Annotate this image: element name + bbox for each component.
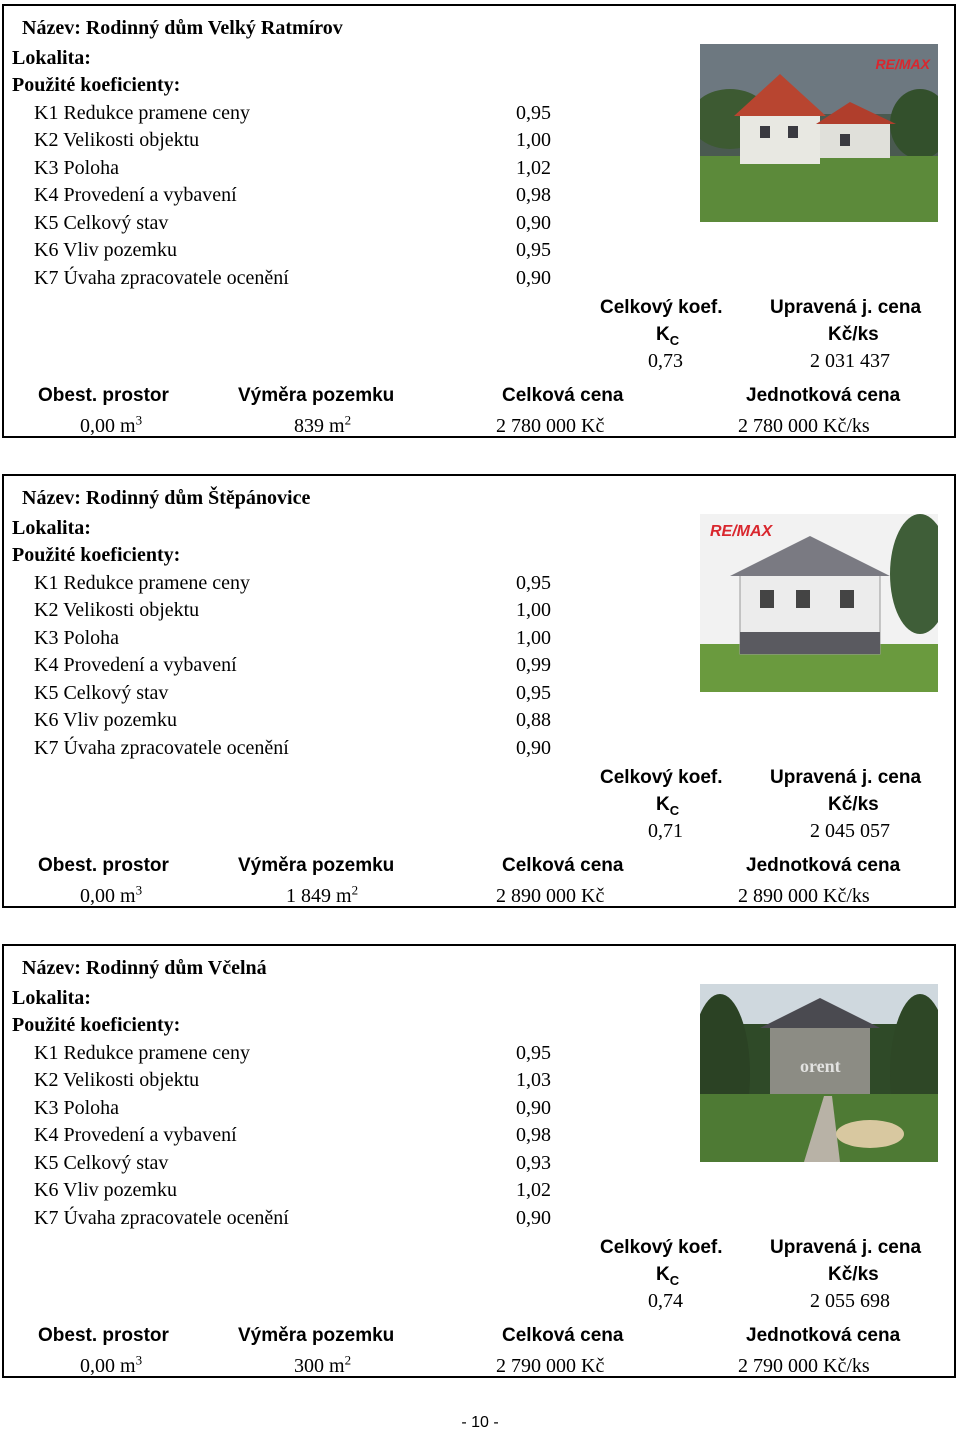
property-title: Název: Rodinný dům Včelná [22,957,267,979]
property-photo [700,984,938,1162]
kc-label: $K_C$ [656,1264,680,1288]
coef-value: 0,93 [516,1152,551,1174]
coef-value: 1,02 [516,157,551,179]
coef-value: 1,00 [516,627,551,649]
obest-value: 0,00 $m^3$ [80,1352,143,1377]
property-card-1 [2,4,956,438]
obest-prostor-label: Obest. prostor [38,855,169,876]
vymera-value: 839 $m^2$ [294,412,352,437]
coef-name: K5 Celkový stav [34,212,169,234]
coef-name: K6 Vliv pozemku [34,239,177,261]
coef-value: 0,88 [516,709,551,731]
coef-value: 0,95 [516,1042,551,1064]
coef-name: K2 Velikosti objektu [34,599,200,621]
coef-value: 0,98 [516,1124,551,1146]
upravena-cena-label: Upravená j. cena [770,297,922,318]
coef-name: K2 Velikosti objektu [34,129,200,151]
coef-name: K1 Redukce pramene ceny [34,572,251,594]
upravena-cena-label: Upravená j. cena [770,1237,922,1258]
vymera-value: 1 849 $m^2$ [286,882,359,907]
kc-value: 0,71 [648,820,683,842]
property-photo [700,44,938,222]
coef-name: K5 Celkový stav [34,682,169,704]
coef-name: K1 Redukce pramene ceny [34,102,251,124]
property-title: Název: Rodinný dům Štěpánovice [22,487,311,509]
photo-brand-logo: RE/MAX [710,523,773,540]
coef-name: K6 Vliv pozemku [34,1179,177,1201]
coef-name: K7 Úvaha zpracovatele ocenění [34,737,289,759]
vymera-pozemku-label: Výměra pozemku [238,855,395,876]
celkovy-koef-label: Celkový koef. [600,767,723,788]
coef-value: 0,90 [516,1207,551,1229]
photo-brand-logo: RE/MAX [875,56,930,72]
obest-prostor-label: Obest. prostor [38,385,169,406]
kc-ks-label: Kč/ks [828,794,879,815]
kc-ks-label: Kč/ks [828,1264,879,1285]
photo-brand-logo: orent [800,1056,841,1076]
vymera-pozemku-label: Výměra pozemku [238,385,395,406]
jednotkova-value: 2 790 000 Kč/ks [738,1355,870,1377]
coef-value: 0,98 [516,184,551,206]
coef-name: K2 Velikosti objektu [34,1069,200,1091]
celkovy-koef-label: Celkový koef. [600,1237,723,1258]
jednotkova-value: 2 780 000 Kč/ks [738,415,870,437]
coef-name: K4 Provedení a vybavení [34,654,237,676]
upravena-value: 2 055 698 [810,1290,890,1312]
coef-value: 0,90 [516,212,551,234]
coef-value: 0,95 [516,572,551,594]
coef-value: 1,00 [516,599,551,621]
koeficienty-label: Použité koeficienty: [12,74,181,96]
coef-value: 0,95 [516,682,551,704]
vymera-value: 300 $m^2$ [294,1352,352,1377]
coef-name: K3 Poloha [34,627,119,649]
coef-value: 0,95 [516,102,551,124]
koeficienty-label: Použité koeficienty: [12,1014,181,1036]
coef-value: 0,95 [516,239,551,261]
property-title: Název: Rodinný dům Velký Ratmírov [22,17,343,39]
vymera-pozemku-label: Výměra pozemku [238,1325,395,1346]
celkova-value: 2 790 000 Kč [496,1355,605,1377]
coef-name: K3 Poloha [34,157,119,179]
coef-value: 1,02 [516,1179,551,1201]
obest-prostor-label: Obest. prostor [38,1325,169,1346]
celkovy-koef-label: Celkový koef. [600,297,723,318]
coef-name: K7 Úvaha zpracovatele ocenění [34,1207,289,1229]
celkova-value: 2 890 000 Kč [496,885,605,907]
coef-value: 0,99 [516,654,551,676]
jednotkova-cena-label: Jednotková cena [746,1325,901,1346]
celkova-value: 2 780 000 Kč [496,415,605,437]
coef-name: K7 Úvaha zpracovatele ocenění [34,267,289,289]
coef-value: 1,00 [516,129,551,151]
kc-ks-label: Kč/ks [828,324,879,345]
upravena-cena-label: Upravená j. cena [770,767,922,788]
kc-label: $K_C$ [656,794,680,818]
obest-value: 0,00 $m^3$ [80,412,143,437]
coef-name: K5 Celkový stav [34,1152,169,1174]
kc-label: $K_C$ [656,324,680,348]
coef-name: K4 Provedení a vybavení [34,1124,237,1146]
upravena-value: 2 031 437 [810,350,890,372]
coef-name: K6 Vliv pozemku [34,709,177,731]
celkova-cena-label: Celková cena [502,855,624,876]
jednotkova-value: 2 890 000 Kč/ks [738,885,870,907]
upravena-value: 2 045 057 [810,820,890,842]
lokalita-label: Lokalita: [12,517,91,539]
koeficienty-label: Použité koeficienty: [12,544,181,566]
coef-value: 1,03 [516,1069,551,1091]
coef-name: K3 Poloha [34,1097,119,1119]
kc-value: 0,73 [648,350,683,372]
property-card-2 [2,474,956,908]
page-number: - 10 - [461,1414,499,1431]
jednotkova-cena-label: Jednotková cena [746,855,901,876]
coef-value: 0,90 [516,1097,551,1119]
coef-name: K1 Redukce pramene ceny [34,1042,251,1064]
obest-value: 0,00 $m^3$ [80,882,143,907]
coef-value: 0,90 [516,267,551,289]
property-photo [700,514,938,692]
coef-value: 0,90 [516,737,551,759]
kc-value: 0,74 [648,1290,683,1312]
lokalita-label: Lokalita: [12,47,91,69]
property-card-3 [2,944,956,1378]
lokalita-label: Lokalita: [12,987,91,1009]
celkova-cena-label: Celková cena [502,1325,624,1346]
celkova-cena-label: Celková cena [502,385,624,406]
jednotkova-cena-label: Jednotková cena [746,385,901,406]
coef-name: K4 Provedení a vybavení [34,184,237,206]
